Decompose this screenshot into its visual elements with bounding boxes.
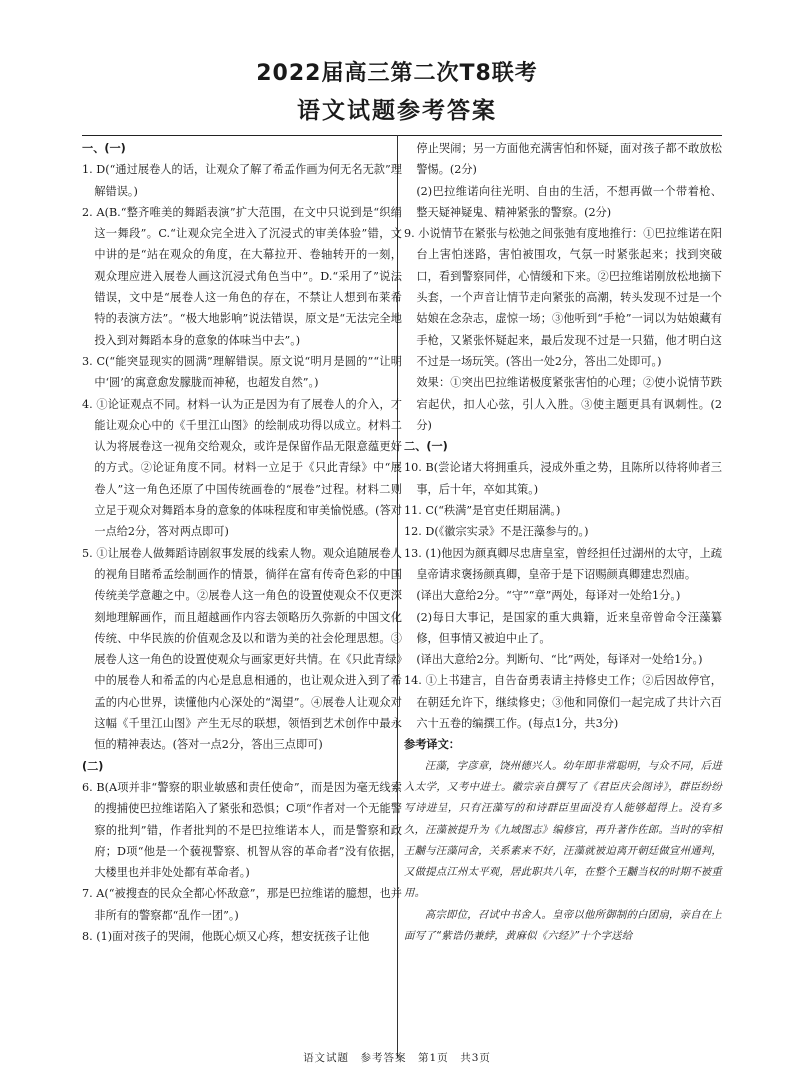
right-top-rule: [397, 135, 722, 136]
answer-paragraph: (译出大意给2分。判断句、“比”两处，每译对一处给1分。): [416, 653, 703, 667]
answer-paragraph: 11. C(“秩满”是官吏任期届满。): [404, 504, 561, 518]
section-heading: 一、(一): [82, 142, 126, 155]
answer-paragraph: (2)每日大事记，是国家的重大典籍，近来皇帝曾命令汪藻纂修，但事情又被迫中止了。: [416, 610, 722, 645]
exam-title: 2022届高三第二次T8联考: [256, 61, 538, 86]
answer-paragraph: 6. B(A项并非“警察的职业敏感和责任使命”，而是因为毫无线索的搜捕使巴拉维诺陷入了紧张和恐惧；C项“作者对一个无能警察的批判”错，作者批判的不是巴拉维诺本人，而是警察和政府；D项“他是一个藐视警察、机智从容的革命者”没有依据，大楼里也并非处处都有革命者。): [82, 780, 402, 880]
document-subtitle: 语文试题参考答案: [297, 98, 497, 124]
answer-paragraph: 7. A(“被搜查的民众全都心怀敌意”，那是巴拉维诺的臆想，也并非所有的警察都“乱作一团”。): [82, 887, 402, 922]
answer-paragraph: 14. ①上书建言，自告奋勇表请主持修史工作；②后因故停官，在朝廷允许下，继续修史；③他和同僚们一起完成了共计六百六十五卷的编撰工作。(每点1分，共3分): [404, 674, 722, 731]
section-heading: 二、(一): [404, 440, 448, 454]
section-heading: 参考译文：: [404, 738, 460, 752]
answer-paragraph: 高宗即位，召试中书舍人。皇帝以他所御制的白团扇，亲自在上面写了“紫诰仍兼綍，黄麻似《六经》”十个字送给: [404, 908, 722, 942]
answer-paragraph: (2)巴拉维诺向往光明、自由的生活，不想再做一个带着枪、整天疑神疑鬼、精神紧张的警察。(2分): [416, 184, 722, 219]
answer-paragraph: 3. C(“能突显现实的圆满”理解错误。原文说“明月是圆的”“让明中‘圆’的寓意愈发朦胧而神秘，也超发自然”。): [82, 354, 402, 390]
answer-paragraph: 1. D(“通过展卷人的话，让观众了解了希孟作画为何无名无款”理解错误。): [82, 163, 402, 198]
page-footer: 语文试题 参考答案 第1页 共3页: [303, 1052, 491, 1064]
answer-paragraph: 8. (1)面对孩子的哭闹，他既心烦又心疼，想安抚孩子让他: [82, 929, 370, 943]
answer-paragraph: 2. A(B.“整齐唯美的舞蹈表演”扩大范围，在文中只说到是“织绢这一舞段”。C.“让观众完全进入了沉浸式的审美体验”错，文中讲的是“站在观众的角度，在大幕拉开、卷轴转开的一刻，观众理应进入展卷人画这沉浸式角色当中”。D.“采用了”说法错误，文中是“展卷人这一角色的存在，不禁让人想到布莱希特的表演方法”。“极大地影响”说法错误，原文是“无法完全地投入到对舞蹈本身的意象的体味当中去”。): [82, 205, 402, 347]
answer-paragraph: 汪藻，字彦章，饶州德兴人。幼年即非常聪明，与众不同，后进入太学，又考中进士。徽宗亲自撰写了《君臣庆会阁诗》，群臣纷纷写诗进呈，只有汪藻写的和诗群臣里面没有人能够超得上。没有多久，汪藻被提升为《九域图志》编修官，再升著作佐郎。当时的宰相王黼与汪藻同舍，关系素来不好，汪藻就被迫离开朝廷做宣州通判，又做提点江州太平观，居此职共八年，在整个王黼当权的时期不被重用。: [404, 759, 722, 900]
left-top-rule: [82, 135, 398, 136]
answer-paragraph: 10. B(尝论诸大将拥重兵，浸成外重之势，且陈所以待将帅者三事，后十年，卒如其策。): [404, 461, 722, 496]
answer-paragraph: 13. (1)他因为颜真卿尽忠唐皇室，曾经担任过湖州的太守，上疏皇帝请求褒扬颜真卿，皇帝于是下诏赐颜真卿建忠烈庙。: [404, 546, 722, 581]
answer-paragraph: (译出大意给2分。“守”“章”两处，每译对一处给1分。): [416, 589, 681, 603]
answer-paragraph: 停止哭闹；另一方面他充满害怕和怀疑，面对孩子都不敢放松警惕。(2分): [416, 142, 722, 177]
answer-paragraph: 9. 小说情节在紧张与松弛之间张弛有度地推行：①巴拉维诺在阳台上害怕迷路，害怕被围攻，气氛一时紧张起来；找到突破口，看到警察同伴，心情缓和下来。②巴拉维诺刚放松地摘下头套，一个声音让情节走向紧张的高潮，转头发现不过是一个姑娘在念杂志，虚惊一场；③他听到“手枪”一词以为姑娘藏有手枪，又紧张怀疑起来，最后发现不过是一只猫，他才明白这不过是一场玩笑。(答出一处2分，答出二处即可。): [404, 227, 722, 368]
answer-paragraph: 12. D(《徽宗实录》不是汪藻参与的。): [404, 525, 589, 539]
right-column: [404, 138, 722, 947]
answer-paragraph: 效果：①突出巴拉维诺极度紧张害怕的心理；②使小说情节跌宕起伏，扣人心弦，引人入胜。③使主题更具有讽刺性。(2分): [416, 376, 722, 432]
answer-paragraph: 5. ①让展卷人做舞蹈诗剧叙事发展的线索人物。观众追随展卷人的视角目睹希孟绘制画作的情景，徜徉在富有传奇色彩的中国传统美学意趣之中。②展卷人这一角色的设置使观众不仅更深刻地理解画作，而且超越画作内容去领略历久弥新的中国文化传统、中华民族的价值观念及以和谐为美的社会伦理思想。③展卷人这一角色的设置使观众与画家更好共情。在《只此青绿》中的展卷人和希孟的内心是息息相通的，也让观众进入到了希孟的内心世界，读懂他内心深处的“渴望”。④展卷人让观众对这幅《千里江山图》产生无尽的联想，领悟到艺术创作中最永恒的精神表达。(答对一点2分，答出三点即可): [82, 546, 402, 752]
answer-paragraph: 4. ①论证观点不同。材料一认为正是因为有了展卷人的介入，才能让观众心中的《千里江山图》的绘制成功得以成立。材料二认为将展卷这一视角交给观众，或许是保留作品无限意蕴更好的方式。②论证角度不同。材料一立足于《只此青绿》中“展卷人”这一角色还原了中国传统画卷的“展卷”过程。材料二则立足于观众对舞蹈本身的意象的体味程度和审美愉悦感。(答对一点给2分，答对两点即可): [82, 397, 402, 539]
left-column: [82, 138, 402, 947]
section-heading: (二): [82, 759, 104, 773]
